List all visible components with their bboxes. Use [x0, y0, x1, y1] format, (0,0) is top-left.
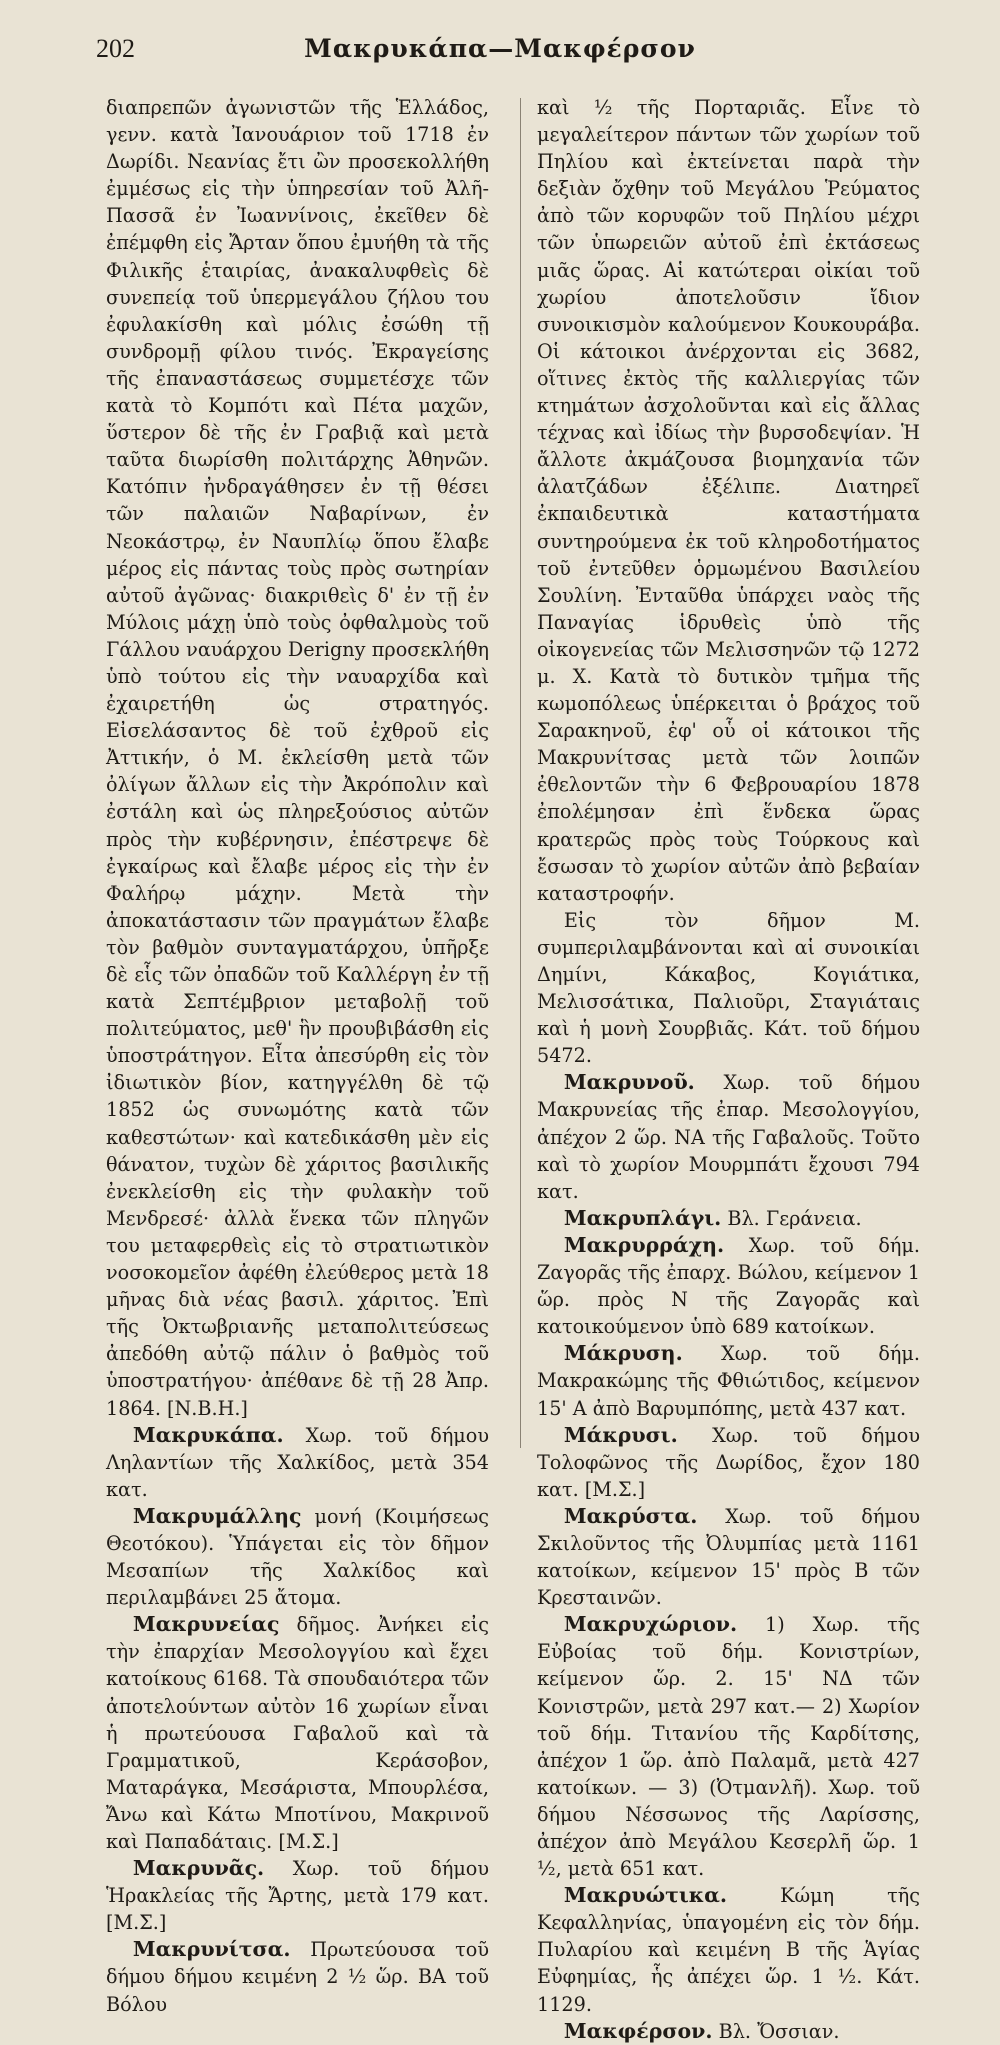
entry-headword: Μακρυώτικα. [563, 1883, 728, 1908]
entry-text: 1) Χωρ. τῆς Εὐβοίας τοῦ δήμ. Κονιστρίων, κείμενον ὥρ. 2. 15' ΝΔ τῶν Κονιστρῶν, μετὰ 297 κατ.— 2) Χωρίον τοῦ δήμ. Τιτανίου τῆς Καρδίτσης, ἀπέχον 1 ὥρ. ἀπὸ Παλαμᾶ, μετὰ 427 κατοίκων. — 3) (Ὀτμανλῆ). Χωρ. τοῦ δήμου Νέσσωνος τῆς Λαρίσσης, ἀπέχον ἀπὸ Μεγάλου Κεσερλῆ ὥρ. 1 ½, μετὰ 651 κατ. [537, 1613, 920, 1881]
entry-headword: Μακρυπλάγι. [563, 1205, 722, 1230]
entry-headword: Μακρυνείας [132, 1612, 280, 1637]
entry-headword: Μακρυμάλλης [132, 1503, 302, 1528]
dictionary-entry [537, 1882, 920, 2017]
dictionary-entry [537, 94, 920, 907]
entry-text: διαπρεπῶν ἀγωνιστῶν τῆς Ἑλλάδος, γενν. κατὰ Ἰανουάριον τοῦ 1718 ἐν Δωρίδι. Νεανίας ἔτι ὢν προσεκολλήθη ἐμμέσως εἰς τὴν ὑπηρεσίαν τοῦ Ἀλῆ-Πασσᾶ ἐν Ἰωαννίνοις, ἐκεῖθεν δὲ ἐπέμφθη εἰς Ἄρταν ὅπου ἐμυήθη τὰ τῆς Φιλικῆς ἑταιρίας, ἀνακαλυφθεὶς δὲ συνεπείᾳ τοῦ ὑπερμεγάλου ζήλου του ἐφυλακίσθη καὶ μόλις ἐσώθη τῇ συνδρομῇ φίλου τινός. Ἐκραγείσης τῆς ἐπαναστάσεως συμμετέσχε τῶν κατὰ τὸ Κομπότι καὶ Πέτα μαχῶν, ὕστερον δὲ τῆς ἐν Γραβιᾷ καὶ μετὰ ταῦτα διωρίσθη πολιτάρχης Ἀθηνῶν. Κατόπιν ἠνδραγάθησεν ἐν τῇ θέσει τῶν παλαιῶν Ναβαρίνων, ἐν Νεοκάστρῳ, ἐν Ναυπλίῳ ὅπου ἔλαβε μέρος εἰς πάντας τοὺς πρὸς σωτηρίαν αὐτοῦ ἀγῶνας· διακριθεὶς δ' ἐν τῇ ἐν Μύλοις μάχῃ ὑπὸ τοὺς ὀφθαλμοὺς τοῦ Γάλλου ναυάρχου Derigny προσεκλήθη ὑπὸ τούτου εἰς τὴν ναυαρχίδα καὶ ἐχαιρετήθη ὡς στρατηγός. Εἰσελάσαντος δὲ τοῦ ἐχθροῦ εἰς Ἀττικήν, ὁ Μ. ἐκλείσθη μετὰ τῶν ὀλίγων ἄλλων εἰς τὴν Ἀκρόπολιν καὶ ἐστάλη καὶ ὡς πληρεξούσιος αὐτῶν πρὸς τὴν κυβέρνησιν, ἐπέστρεψε δὲ ἐγκαίρως καὶ ἔλαβε μέρος εἰς τὴν ἐν Φαλήρῳ μάχην. Μετὰ τὴν ἀποκατάστασιν τῶν πραγμάτων ἔλαβε τὸν βαθμὸν συνταγματάρχου, ὑπῆρξε δὲ εἷς τῶν ὀπαδῶν τοῦ Καλλέργη ἐν τῇ κατὰ Σεπτέμβριον μεταβολῇ τοῦ πολιτεύματος, μεθ' ἣν προυβιβάσθη εἰς ὑποστράτηγον. Εἶτα ἀπεσύρθη εἰς τὸν ἰδιωτικὸν βίον, κατηγγέλθη δὲ τῷ 1852 ὡς συνωμότης κατὰ τῶν καθεστώτων· καὶ κατεδικάσθη μὲν εἰς θάνατον, τυχὼν δὲ χάριτος βασιλικῆς ἐνεκλείσθη εἰς τὴν φυλακὴν τοῦ Μενδρεσέ· ἀλλὰ ἕνεκα τῶν πληγῶν του μεταφερθεὶς εἰς τὸ στρατιωτικὸν νοσοκομεῖον ἀφέθη ἐλεύθερος μετὰ 18 μῆνας διὰ νέας βασιλ. χάριτος. Ἐπὶ τῆς Ὀκτωβριανῆς μεταπολιτεύσεως ἀπεδόθη αὐτῷ πάλιν ὁ βαθμὸς τοῦ ὑποστρατήγου· ἀπέθανε δὲ τῇ 28 Ἀπρ. 1864. [Ν.Β.Η.] [106, 96, 489, 1420]
entry-headword: Μακρυχώριον. [563, 1612, 738, 1637]
dictionary-entry [106, 94, 489, 1422]
entry-headword: Μακφέρσον. [563, 2018, 713, 2043]
dictionary-entry [106, 1611, 489, 1855]
entry-text: Χωρ. τοῦ δήμου Σκιλοῦντος τῆς Ὀλυμπίας μετὰ 1161 κατοίκων, κείμενον 15' πρὸς Β τῶν Κρεσταινῶν. [537, 1504, 921, 1610]
page-number: 202 [96, 34, 135, 63]
entry-headword: Μακρυνᾶς. [132, 1856, 265, 1881]
entry-headword: Μακρυνοῦ. [563, 1070, 695, 1095]
dictionary-entry [537, 1069, 920, 1204]
entry-headword: Μάκρυσι. [563, 1422, 678, 1447]
dictionary-entry [537, 2018, 920, 2045]
entry-text: Χωρ. τοῦ δήμου Μακρυνείας τῆς ἐπαρ. Μεσολογγίου, ἀπέχον 2 ὥρ. ΝΑ τῆς Γαβαλοῦς. Τοῦτο καὶ τὸ χωρίον Μουρμπάτι ἔχουσι 794 κατ. [537, 1071, 920, 1203]
dictionary-entry [537, 1205, 920, 1232]
entry-text: Χωρ. τοῦ δήμου Τολοφῶνος τῆς Δωρίδος, ἔχον 180 κατ. [Μ.Σ.] [537, 1423, 921, 1501]
dictionary-entry [537, 1422, 920, 1503]
page-header [96, 30, 904, 74]
dictionary-entry [106, 1503, 489, 1611]
dictionary-entry [537, 1611, 920, 1882]
right-column [537, 94, 920, 2045]
dictionary-entry [537, 1232, 920, 1340]
entry-text: Βλ. Γεράνεια. [727, 1206, 862, 1230]
entry-text: Βλ. Ὄσσιαν. [718, 2019, 840, 2043]
entry-headword: Μακρυκάπα. [132, 1422, 284, 1447]
entry-text: Εἰς τὸν δῆμον Μ. συμπεριλαμβάνονται καὶ αἱ συνοικίαι Δημίνι, Κάκαβος, Κογιάτικα, Μελισσάτικα, Παλιοῦρι, Σταγιάταις καὶ ἡ μονὴ Σουρβιᾶς. Κάτ. τοῦ δήμου 5472. [537, 908, 920, 1068]
entry-headword: Μάκρυση. [563, 1341, 683, 1366]
entry-text: καὶ ½ τῆς Πορταριᾶς. Εἶνε τὸ μεγαλείτερον πάντων τῶν χωρίων τοῦ Πηλίου καὶ ἐκτείνεται παρὰ τὴν δεξιὰν ὄχθην τοῦ Μεγάλου Ῥεύματος ἀπὸ τῶν κορυφῶν τοῦ Πηλίου μέχρι τῶν ὑπωρειῶν αὐτοῦ ἐπὶ ἐκτάσεως μιᾶς ὥρας. Αἱ κατώτεραι οἰκίαι τοῦ χωρίου ἀποτελοῦσιν ἴδιον συνοικισμὸν καλούμενον Κουκουράβα. Οἱ κάτοικοι ἀνέρχονται εἰς 3682, οἵτινες ἐκτὸς τῆς καλλιεργίας τῶν κτημάτων ἀσχολοῦνται καὶ εἰς ἄλλας τέχνας καὶ ἰδίως τὴν βυρσοδεψίαν. Ἡ ἄλλοτε ἀκμάζουσα βιομηχανία τῶν ἀλατζάδων ἐξέλιπε. Διατηρεῖ ἐκπαιδευτικὰ καταστήματα συντηρούμενα ἐκ τοῦ κληροδοτήματος τοῦ ἐντεῦθεν ὁρμωμένου Βασιλείου Σουλίνη. Ἐνταῦθα ὑπάρχει ναὸς τῆς Παναγίας ἱδρυθεὶς ὑπὸ τῆς οἰκογενείας τῶν Μελισσηνῶν τῷ 1272 μ. Χ. Κατὰ τὸ δυτικὸν τμῆμα τῆς κωμοπόλεως ὑπέρκειται ὁ βράχος τοῦ Σαρακηνοῦ, ἐφ' οὗ οἱ κάτοικοι τῆς Μακρυνίτσας μετὰ τῶν λοιπῶν ἐθελοντῶν τὴν 6 Φεβρουαρίου 1878 ἐπολέμησαν ἐπὶ ἕνδεκα ὥρας κρατερῶς πρὸς τοὺς Τούρκους καὶ ἔσωσαν τὸ χωρίον αὐτῶν ἀπὸ βεβαίαν καταστροφήν. [537, 96, 920, 905]
running-title: Μακρυκάπα—Μακφέρσον [304, 34, 696, 63]
entry-headword: Μακρύστα. [563, 1503, 698, 1528]
dictionary-entry [106, 1422, 489, 1503]
dictionary-entry [537, 907, 920, 1070]
entry-headword: Μακρυνίτσα. [132, 1937, 291, 1962]
entry-text: Χωρ. τοῦ δήμ. Μακρακώμης τῆς Φθιώτιδος, κείμενον 15' Α ἀπὸ Βαρυμπόπης, μετὰ 437 κατ. [537, 1342, 920, 1420]
entry-headword: Μακρυρράχη. [563, 1232, 725, 1257]
left-column [106, 94, 489, 2018]
dictionary-entry [106, 1936, 489, 2017]
dictionary-entry [537, 1503, 920, 1611]
entry-text: Χωρ. τοῦ δήμου Ἡρακλείας τῆς Ἄρτης, μετὰ 179 κατ. [Μ.Σ.] [106, 1857, 490, 1935]
dictionary-entry [537, 1340, 920, 1421]
entry-text: Πρωτεύουσα τοῦ δήμου δήμου κειμένη 2 ½ ὥρ. ΒΑ τοῦ Βόλου [106, 1938, 489, 2016]
entry-text: δῆμος. Ἀνήκει εἰς τὴν ἐπαρχίαν Μεσολογγίου καὶ ἔχει κατοίκους 6168. Τὰ σπουδαιότερα τῶν ἀποτελούντων αὐτὸν 16 χωρίων εἶναι ἡ πρωτεύουσα Γαβαλοῦ καὶ τὰ Γραμματικοῦ, Κεράσοβον, Ματαράγκα, Μεσάριστα, Μπουρλέσα, Ἄνω καὶ Κάτω Μποτίνου, Μακρινοῦ καὶ Παπαδάταις. [Μ.Σ.] [106, 1613, 490, 1853]
entry-text: Χωρ. τοῦ δήμου Ληλαντίων τῆς Χαλκίδος, μετὰ 354 κατ. [106, 1423, 489, 1501]
column-divider [520, 98, 521, 1448]
entry-text: μονή (Κοιμήσεως Θεοτόκου). Ὑπάγεται εἰς τὸν δῆμον Μεσαπίων τῆς Χαλκίδος καὶ περιλαμβάνει 25 ἄτομα. [106, 1504, 489, 1610]
entry-text: Χωρ. τοῦ δήμ. Ζαγορᾶς τῆς ἐπαρχ. Βώλου, κείμενον 1 ὥρ. πρὸς Ν τῆς Ζαγορᾶς καὶ κατοικούμενον ὑπὸ 689 κατοίκων. [537, 1233, 920, 1339]
entry-text: Κώμη τῆς Κεφαλληνίας, ὑπαγομένη εἰς τὸν δήμ. Πυλαρίου καὶ κειμένη Β τῆς Ἁγίας Εὐφημίας, ἧς ἀπέχει ὥρ. 1 ½. Κάτ. 1129. [537, 1884, 920, 2016]
dictionary-entry [106, 1855, 489, 1936]
